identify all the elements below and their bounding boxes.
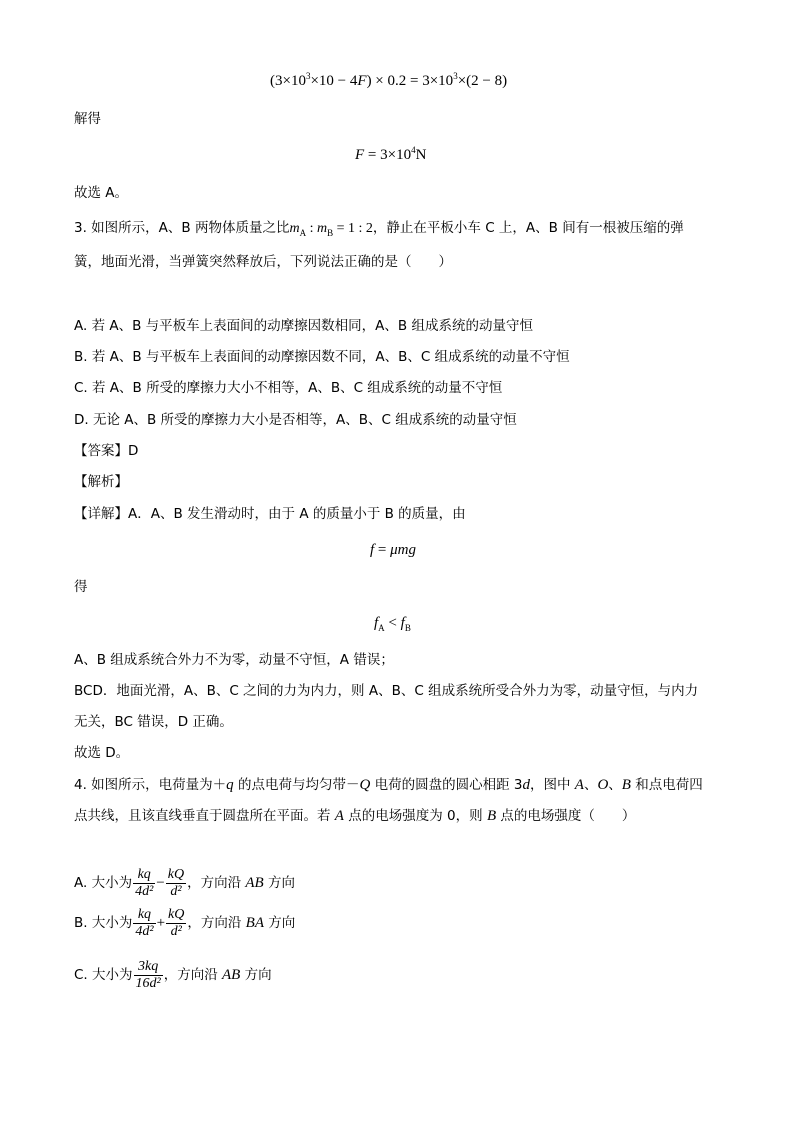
- q4c-dir: AB: [222, 967, 241, 983]
- q3-stem-line1: [74, 219, 684, 238]
- operator: −: [156, 875, 165, 891]
- q4-text: 电荷的圆盘的圆心相距 3: [370, 777, 523, 793]
- equation-force: [355, 146, 426, 164]
- q3-text: :: [306, 221, 317, 236]
- q3-sub: B: [327, 227, 334, 238]
- detail-line: [74, 505, 466, 523]
- q3-option-b: B. 若 A、B 与平板车上表面间的动摩擦因数不同，A、B、C 组成系统的动量不守恒: [74, 349, 570, 365]
- q4c-text: ，方向沿: [163, 967, 223, 983]
- fraction-num: kQ: [167, 866, 185, 882]
- q4c-text: 方向: [240, 967, 272, 983]
- q4a-text: 方向: [263, 875, 296, 891]
- eq2-unit: N: [415, 147, 427, 163]
- q4-text: 点的电场强度为 0，则: [343, 808, 487, 824]
- eqf-var: f: [370, 542, 375, 558]
- equation-friction: [370, 541, 416, 559]
- detail-text: A．A、B 发生滑动时，由于 A 的质量小于 B 的质量，由: [128, 506, 466, 522]
- q4a-dir: AB: [245, 875, 264, 891]
- q4-text: 的点电荷与均匀带－: [233, 777, 360, 793]
- q4b-text: 方向: [263, 915, 296, 931]
- eq1-exp: 3: [305, 71, 311, 81]
- q4-var: B: [486, 808, 497, 824]
- q4-option-c: [74, 958, 272, 992]
- eqf-var: μmg: [390, 542, 417, 558]
- q4c-text: C. 大小为: [74, 967, 133, 983]
- fraction-den: d²: [170, 923, 182, 939]
- q4-text: 4. 如图所示，电荷量为＋: [74, 777, 227, 793]
- q4b-dir: BA: [245, 915, 264, 931]
- q3-option-c: C. 若 A、B 所受的摩擦力大小不相等，A、B、C 组成系统的动量不守恒: [74, 380, 503, 396]
- q4-var: Q: [359, 777, 371, 793]
- detail-tag: 【详解】: [74, 506, 128, 522]
- eqfab-var: f: [374, 615, 379, 631]
- fraction-num: kQ: [168, 906, 185, 922]
- eq2-part: = 3×10: [364, 147, 412, 163]
- analysis-ab: A、B 组成系统合外力不为零，动量不守恒，A 错误；: [74, 652, 394, 668]
- q4-var: A: [574, 777, 584, 793]
- conclusion-line: 故选 A。: [74, 185, 129, 201]
- q3-sub: A: [299, 227, 307, 238]
- eq1-part: ×(2 − 8): [457, 73, 508, 89]
- q4-stem-line1: [74, 776, 703, 794]
- q3-text: 3. 如图所示，A、B 两物体质量之比: [74, 220, 290, 236]
- fraction-num: kq: [133, 907, 155, 924]
- fraction-den: d²: [170, 883, 182, 899]
- eq1-part: (3×10: [270, 73, 306, 89]
- fraction-den: 4d²: [135, 883, 154, 899]
- equation-friction-compare: [374, 614, 411, 632]
- eqf-part: =: [374, 542, 391, 558]
- eqfab-part: <: [384, 615, 401, 631]
- fraction-num: 3kq: [134, 959, 163, 976]
- fraction: [133, 867, 155, 900]
- q3-var: m: [289, 221, 300, 236]
- analysis-bcd-2: 无关，BC 错误，D 正确。: [74, 714, 233, 730]
- q3-stem-line2: 簧，地面光滑，当弹簧突然释放后，下列说法正确的是（ ）: [74, 254, 452, 270]
- fraction-den: 16d²: [135, 975, 161, 991]
- fraction: [166, 907, 186, 940]
- q4-var: O: [597, 777, 609, 793]
- q4-option-a: [74, 866, 295, 900]
- eqfab-var: f: [400, 615, 405, 631]
- q4-var: q: [226, 777, 234, 793]
- fraction-den: 4d²: [135, 923, 154, 939]
- q3-text: ，静止在平板小车 C 上，A、B 间有一根被压缩的弹: [372, 220, 684, 236]
- eq1-var: F: [357, 73, 367, 89]
- q4-text: 点的电场强度（ ）: [496, 808, 636, 824]
- eqfab-sub: A: [378, 623, 385, 633]
- q4-option-b: [74, 906, 295, 940]
- eqfab-sub: B: [404, 623, 411, 633]
- q4-var: d: [522, 777, 530, 793]
- q3-option-d: D. 无论 A、B 所受的摩擦力大小是否相等，A、B、C 组成系统的动量守恒: [74, 412, 517, 428]
- jiede-label: 解得: [74, 111, 101, 127]
- operator: +: [156, 915, 166, 931]
- q4b-text: B. 大小为: [74, 915, 133, 931]
- q4-var: A: [334, 808, 344, 824]
- q4-text: 点共线，且该直线垂直于圆盘所在平面。若: [74, 808, 335, 824]
- equation-momentum: [270, 72, 507, 90]
- q3-var: m: [316, 221, 328, 236]
- q3-option-a: A. 若 A、B 与平板车上表面间的动摩擦因数相同，A、B 组成系统的动量守恒: [74, 318, 533, 334]
- conclusion-line-2: 故选 D。: [74, 745, 130, 761]
- answer-line: [74, 442, 138, 460]
- q4-text: ，图中: [529, 777, 575, 793]
- eq2-var: F: [355, 147, 365, 163]
- de-label: 得: [74, 579, 88, 595]
- eq1-exp: 3: [453, 71, 458, 81]
- q3-text: = 1 : 2: [333, 221, 373, 236]
- fraction: [133, 907, 155, 940]
- eq1-part: ) × 0.2 = 3×10: [366, 73, 454, 89]
- q4-text: 和点电荷四: [630, 777, 703, 793]
- q4-text: 、: [583, 777, 598, 793]
- fraction: [166, 867, 186, 900]
- q4-stem-line2: [74, 807, 635, 825]
- eq1-part: ×10 − 4: [310, 73, 358, 89]
- q4-var: B: [621, 777, 631, 793]
- analysis-tag: 【解析】: [74, 474, 128, 490]
- analysis-bcd-1: BCD．地面光滑，A、B、C 之间的力为内力，则 A、B、C 组成系统所受合外力为零，动量守恒，与内力: [74, 683, 699, 699]
- answer-value: D: [128, 443, 139, 459]
- eq2-exp: 4: [411, 145, 416, 155]
- fraction-num: kq: [133, 867, 155, 884]
- q4b-text: ，方向沿: [187, 915, 246, 931]
- q4a-text: A. 大小为: [74, 875, 133, 891]
- fraction: [134, 959, 163, 992]
- answer-tag: 【答案】: [74, 443, 128, 459]
- q4-text: 、: [608, 777, 622, 793]
- q4a-text: ，方向沿: [187, 875, 246, 891]
